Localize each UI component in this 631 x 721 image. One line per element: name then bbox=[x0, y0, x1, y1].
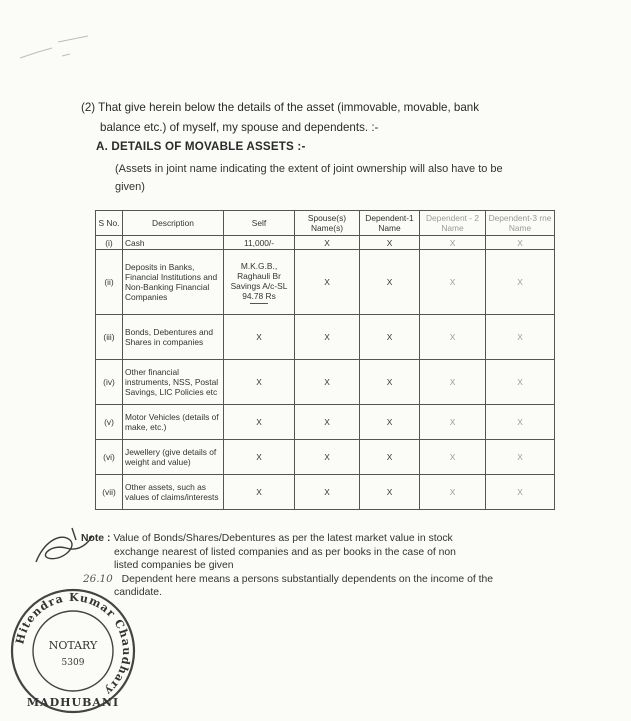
cell-dependent-3: X bbox=[486, 315, 555, 360]
note-date-row bbox=[81, 573, 511, 587]
note-line-5: candidate. bbox=[114, 587, 162, 598]
cell-dependent-1: X bbox=[360, 250, 420, 315]
stamp-place: MADHUBANI bbox=[26, 696, 120, 709]
cell-self: X bbox=[224, 315, 295, 360]
cell-self: X bbox=[224, 440, 295, 475]
stamp-title: NOTARY bbox=[48, 639, 98, 652]
cell-description: Jewellery (give details of weight and value) bbox=[123, 440, 224, 475]
section-subnote bbox=[115, 160, 535, 196]
header-dependent-1: Dependent-1 Name bbox=[360, 211, 420, 236]
subnote-line-1: (Assets in joint name indicating the extent of joint ownership will also have to be bbox=[115, 163, 503, 175]
table-row bbox=[96, 440, 555, 475]
cell-dependent-3: X bbox=[486, 250, 555, 315]
cell-dependent-2: X bbox=[420, 250, 486, 315]
table-row bbox=[96, 315, 555, 360]
cell-dependent-1: X bbox=[360, 440, 420, 475]
cell-sno: (iii) bbox=[96, 315, 123, 360]
cell-sno: (v) bbox=[96, 405, 123, 440]
cell-description: Cash bbox=[123, 236, 224, 250]
cell-dependent-2: X bbox=[420, 440, 486, 475]
cell-dependent-3: X bbox=[486, 405, 555, 440]
cell-dependent-1: X bbox=[360, 475, 420, 510]
table-row bbox=[96, 236, 555, 250]
cell-description: Other assets, such as values of claims/interests bbox=[123, 475, 224, 510]
header-dependent-3: Dependent-3 rne Name bbox=[486, 211, 555, 236]
cell-spouse: X bbox=[295, 440, 360, 475]
cell-dependent-3: X bbox=[486, 360, 555, 405]
subnote-line-2: given) bbox=[115, 181, 145, 193]
cell-spouse: X bbox=[295, 475, 360, 510]
intro-line-2: balance etc.) of myself, my spouse and dependents. :- bbox=[100, 121, 379, 134]
cell-dependent-3: X bbox=[486, 440, 555, 475]
table-row bbox=[96, 360, 555, 405]
cell-dependent-2: X bbox=[420, 236, 486, 250]
cell-dependent-3: X bbox=[486, 236, 555, 250]
header-description: Description bbox=[123, 211, 224, 236]
cell-sno: (i) bbox=[96, 236, 123, 250]
cell-dependent-1: X bbox=[360, 236, 420, 250]
notary-stamp bbox=[8, 586, 138, 716]
cell-sno: (vii) bbox=[96, 475, 123, 510]
stamp-name: Hitendra Kumar Chaudhary bbox=[13, 590, 134, 698]
cell-self: 11,000/- bbox=[224, 236, 295, 250]
self-bank-line: Raghauli Br bbox=[237, 270, 281, 281]
intro-line-1: (2) That give herein below the details of the asset (immovable, movable, bank bbox=[81, 101, 480, 114]
self-bank-line: M.K.G.B., bbox=[240, 260, 278, 271]
header-self: Self bbox=[224, 211, 295, 236]
cell-self: X bbox=[224, 475, 295, 510]
table-row bbox=[96, 475, 555, 510]
note-line-2: exchange nearest of listed companies and as per books in the case of non bbox=[114, 546, 456, 558]
note-line-4: Dependent here means a persons substantially dependents on the income of the bbox=[121, 573, 494, 585]
intro-paragraph bbox=[81, 98, 521, 138]
cell-description: Deposits in Banks, Financial Institutions and Non-Banking Financial Companies bbox=[123, 250, 224, 315]
cell-dependent-1: X bbox=[360, 315, 420, 360]
cell-sno: (vi) bbox=[96, 440, 123, 475]
cell-dependent-2: X bbox=[420, 315, 486, 360]
cell-spouse: X bbox=[295, 250, 360, 315]
handwritten-underline bbox=[250, 303, 268, 304]
table-row bbox=[96, 405, 555, 440]
header-spouse: Spouse(s) Name(s) bbox=[295, 211, 360, 236]
cell-spouse: X bbox=[295, 360, 360, 405]
table-row bbox=[96, 250, 555, 315]
cell-spouse: X bbox=[295, 236, 360, 250]
cell-dependent-3: X bbox=[486, 475, 555, 510]
note-block bbox=[81, 532, 511, 600]
self-bank-line: 94.78 Rs bbox=[242, 290, 276, 301]
stamp-number: 5309 bbox=[61, 658, 85, 668]
note-label: Note : bbox=[81, 533, 111, 544]
cell-spouse: X bbox=[295, 315, 360, 360]
cell-self: X bbox=[224, 360, 295, 405]
cell-description: Motor Vehicles (details of make, etc.) bbox=[123, 405, 224, 440]
note-line-3: listed companies be given bbox=[114, 560, 234, 571]
cell-sno: (iv) bbox=[96, 360, 123, 405]
cell-self: X bbox=[224, 405, 295, 440]
cell-description: Bonds, Debentures and Shares in companies bbox=[123, 315, 224, 360]
scan-mark bbox=[18, 30, 108, 70]
cell-dependent-1: X bbox=[360, 360, 420, 405]
section-heading: A. DETAILS OF MOVABLE ASSETS :- bbox=[96, 140, 306, 153]
header-dependent-2: Dependent - 2 Name bbox=[420, 211, 486, 236]
cell-sno: (ii) bbox=[96, 250, 123, 315]
handwritten-date: 26.10 bbox=[83, 572, 113, 585]
cell-spouse: X bbox=[295, 405, 360, 440]
self-bank-line: Savings A/c-SL bbox=[230, 280, 288, 291]
cell-dependent-2: X bbox=[420, 475, 486, 510]
cell-dependent-2: X bbox=[420, 405, 486, 440]
note-line-1: Value of Bonds/Shares/Debentures as per the latest market value in stock bbox=[113, 533, 453, 544]
table-header-row bbox=[96, 211, 555, 236]
cell-dependent-1: X bbox=[360, 405, 420, 440]
movable-assets-table bbox=[95, 210, 555, 510]
header-sno: S No. bbox=[96, 211, 123, 236]
cell-self bbox=[224, 250, 295, 315]
cell-description: Other financial instruments, NSS, Postal Savings, LIC Policies etc bbox=[123, 360, 224, 405]
cell-dependent-2: X bbox=[420, 360, 486, 405]
